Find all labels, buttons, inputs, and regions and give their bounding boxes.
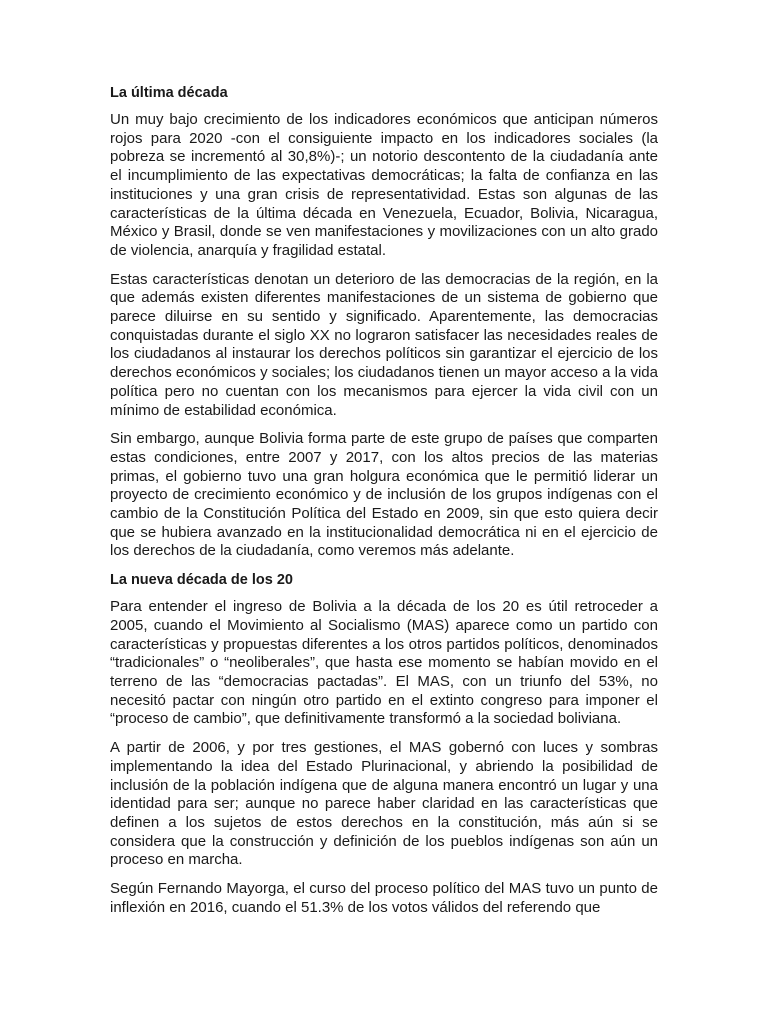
- paragraph: Estas características denotan un deterioro de las democracias de la región, en la que además existen diferentes manifestaciones de un sistema de gobierno que parece diluirse en su sentido y significado. Aparentemente, las democracias conquistadas durante el siglo XX no lograron satisfacer las necesidades reales de los ciudadanos al instaurar los derechos políticos sin garantizar el ejercicio de los derechos económicos y sociales; los ciudadanos tienen un mayor acceso a la vida política pero no cuentan con los mecanismos para ejercer la vida civil con un mínimo de estabilidad económica.: [110, 270, 658, 419]
- document-page: [110, 84, 658, 927]
- paragraph: A partir de 2006, y por tres gestiones, el MAS gobernó con luces y sombras implementando la idea del Estado Plurinacional, y abriendo la posibilidad de inclusión de la población indígena que de alguna manera encontró un lugar y una identidad para ser; aunque no parece haber claridad en las características que definen a los sujetos de estos derechos en la constitución, más aún si se considera que la construcción y definición de los pueblos indígenas son aún un proceso en marcha.: [110, 739, 658, 869]
- paragraph: Sin embargo, aunque Bolivia forma parte de este grupo de países que comparten estas condiciones, entre 2007 y 2017, con los altos precios de las materias primas, el gobierno tuvo una gran holgura económica que le permitió liderar un proyecto de crecimiento económico y de inclusión de los grupos indígenas con el cambio de la Constitución Política del Estado en 2009, sin que esto quiera decir que se hubiera avanzado en la institucionalidad democrática ni en el ejercicio de los derechos de la ciudadanía, como veremos más adelante.: [110, 430, 658, 560]
- section-heading-nueva-decada: La nueva década de los 20: [110, 572, 293, 589]
- section-heading-ultima-decada: La última década: [110, 85, 228, 101]
- paragraph: Para entender el ingreso de Bolivia a la década de los 20 es útil retroceder a 2005, cuando el Movimiento al Socialismo (MAS) aparece como un partido con características y propuestas diferentes a los otros partidos políticos, denominados “tradicionales” o “neoliberales”, que hasta ese momento se habían movido en el terreno de las “democracias pactadas”. El MAS, con un triunfo del 53%, no necesitó pactar con ningún otro partido en el extinto congreso para imponer el “proceso de cambio”, que definitivamente transformó a la sociedad boliviana.: [110, 598, 658, 728]
- paragraph: Según Fernando Mayorga, el curso del proceso político del MAS tuvo un punto de inflexión en 2016, cuando el 51.3% de los votos válidos del referendo que: [110, 880, 658, 916]
- paragraph: Un muy bajo crecimiento de los indicadores económicos que anticipan números rojos para 2020 -con el consiguiente impacto en los indicadores sociales (la pobreza se incrementó al 30,8%)-; un notorio descontento de la ciudadanía ante el incumplimiento de las expectativas democráticas; la falta de confianza en las instituciones y una gran crisis de representatividad. Estas son algunas de las características de la última década en Venezuela, Ecuador, Bolivia, Nicaragua, México y Brasil, donde se ven manifestaciones y movilizaciones con un alto grado de violencia, anarquía y fragilidad estatal.: [110, 111, 658, 259]
